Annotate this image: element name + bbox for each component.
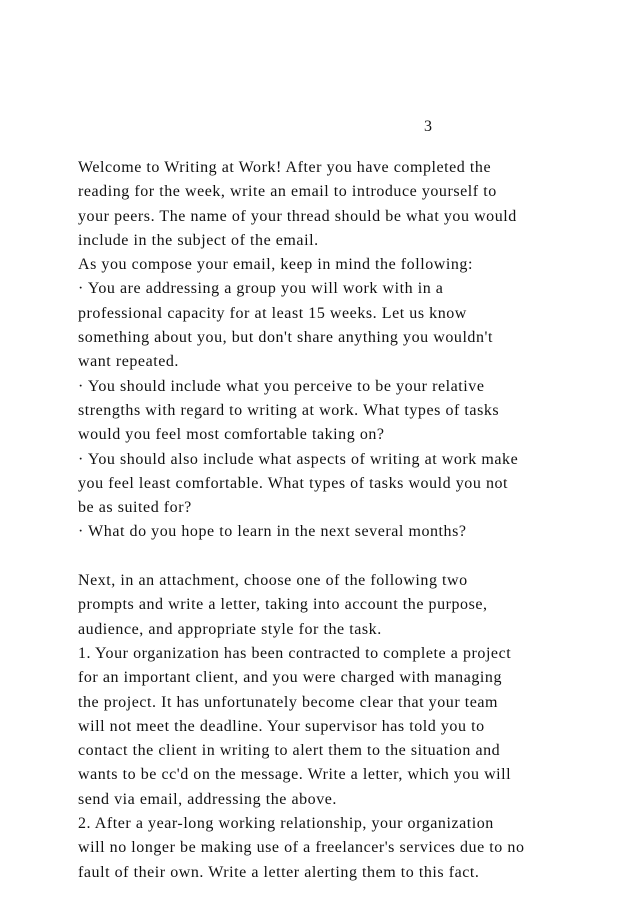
text-line: audience, and appropriate style for the task. [78,620,382,638]
document-body [78,156,598,885]
text-line: will not meet the deadline. Your supervisor has told you to [78,717,485,735]
text-line: strengths with regard to writing at work. What types of tasks [78,401,500,419]
text-line: for an important client, and you were charged with managing [78,669,503,687]
text-line: the project. It has unfortunately become clear that your team [78,693,499,711]
text-line: professional capacity for at least 15 weeks. Let us know [78,304,467,322]
text-line: will no longer be making use of a freelancer's services due to no [78,839,525,857]
text-line: Next, in an attachment, choose one of the following two [78,572,468,590]
text-line: As you compose your email, keep in mind the following: [78,256,473,274]
text-line: · You should also include what aspects of writing at work make [78,450,519,468]
text-line: 1. Your organization has been contracted to complete a project [78,644,512,662]
text-line: would you feel most comfortable taking on? [78,426,385,444]
text-line: Welcome to Writing at Work! After you have completed the [78,159,492,176]
blank-line [78,545,598,569]
text-line: include in the subject of the email. [78,231,319,249]
text-line: 2. After a year-long working relationship, your organization [78,815,494,833]
text-line: fault of their own. Write a letter alerting them to this fact. [78,863,480,881]
text-line: contact the client in writing to alert them to the situation and [78,742,501,760]
text-line: · You are addressing a group you will work with in a [78,280,444,298]
text-line: wants to be cc'd on the message. Write a letter, which you will [78,766,512,784]
text-line: something about you, but don't share anything you wouldn't [78,329,493,347]
text-line: your peers. The name of your thread should be what you would [78,207,517,225]
text-line: · You should include what you perceive to be your relative [78,377,485,395]
text-line: · What do you hope to learn in the next several months? [78,523,467,541]
text-line: reading for the week, write an email to introduce yourself to [78,183,497,201]
text-line: prompts and write a letter, taking into account the purpose, [78,596,488,614]
text-line: you feel least comfortable. What types of tasks would you not [78,474,509,492]
text-line: be as suited for? [78,499,192,517]
text-line: want repeated. [78,353,179,371]
text-line: send via email, addressing the above. [78,790,337,808]
page-number: 3 [424,118,432,135]
